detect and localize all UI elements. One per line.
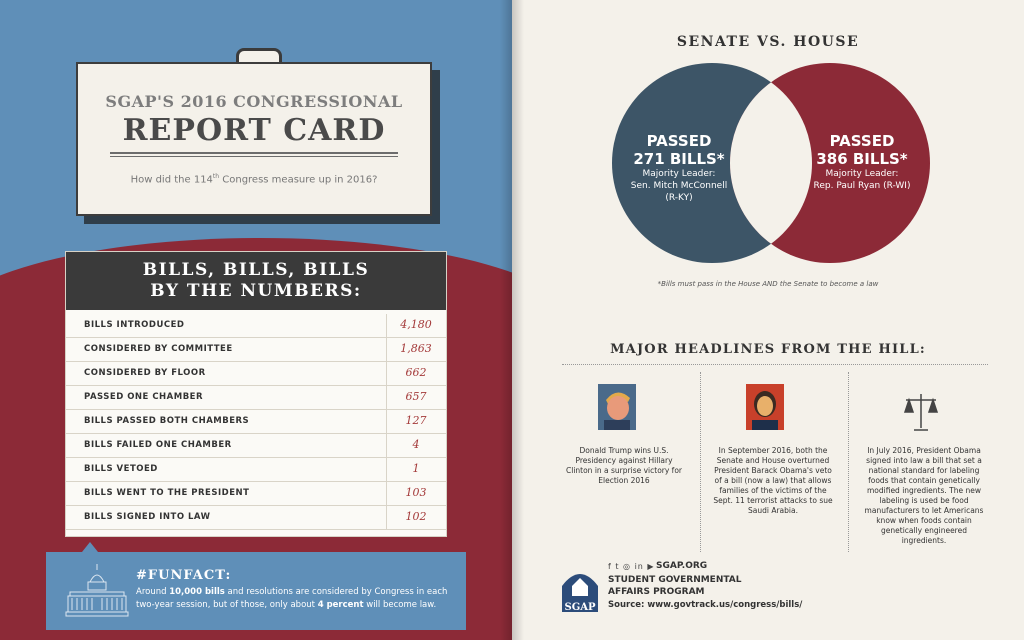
row-value: 102 (405, 510, 427, 523)
row-label: CONSIDERED BY FLOOR (84, 368, 206, 378)
funfact-notch (82, 542, 98, 552)
funfact-text (136, 586, 456, 612)
bills-table-header (66, 252, 446, 310)
title-line1: SGAP'S 2016 CONGRESSIONAL (105, 92, 403, 111)
row-label: BILLS WENT TO THE PRESIDENT (84, 488, 250, 498)
table-title-line1: BILLS, BILLS, BILLS (142, 260, 370, 280)
headlines-divider (562, 364, 988, 365)
funfact-pre: Around (136, 587, 170, 597)
row-value: 662 (405, 366, 427, 379)
table-row (66, 314, 446, 338)
capitol-icon (64, 560, 130, 620)
house-sub2: Rep. Paul Ryan (R-WI) (813, 181, 911, 191)
row-value: 657 (405, 390, 427, 403)
footer-org-name (608, 574, 742, 598)
title-sign (76, 62, 432, 216)
page-spine (500, 0, 524, 640)
row-label: BILLS VETOED (84, 464, 158, 474)
headline-text: In September 2016, both the Senate and House overturned President Barack Obama's veto of a bill (now a law) that allows families of the victims of the Sept. 11 terrorist attacks to sue Saudi Arabia. (713, 446, 833, 515)
headline-separator (700, 372, 701, 552)
funfact-post: will become law. (363, 600, 437, 610)
senate-head2: 271 BILLS* (633, 150, 725, 168)
table-row (66, 434, 446, 458)
subtitle-pre: How did the 114 (130, 174, 213, 186)
bills-table (66, 252, 446, 536)
subtitle-sup: th (212, 173, 220, 180)
headline-text: In July 2016, President Obama signed into law a bill that set a national standard for labeling foods that contain genetically modified ingredients. The new labeling is used be food manufacturers to let Americans know when foods contain genetically engineered ingredients. (864, 446, 984, 545)
funfact-title: #FUNFACT: (136, 568, 232, 583)
headlines-title: MAJOR HEADLINES FROM THE HILL: (610, 342, 926, 357)
row-value: 1,863 (400, 342, 432, 355)
table-row (66, 482, 446, 506)
senate-sub1: Majority Leader: (642, 169, 716, 179)
table-title-line2: BY THE NUMBERS: (150, 281, 362, 301)
title-rule (110, 152, 398, 157)
row-value: 127 (405, 414, 427, 427)
table-row (66, 506, 446, 530)
row-label: BILLS SIGNED INTO LAW (84, 512, 211, 522)
page-title: REPORT CARD (122, 113, 386, 148)
table-row (66, 458, 446, 482)
table-row (66, 362, 446, 386)
row-label: PASSED ONE CHAMBER (84, 392, 204, 402)
funfact-bold2: 4 percent (317, 600, 364, 610)
table-row (66, 410, 446, 434)
row-value: 1 (412, 462, 420, 475)
headline-separator (848, 372, 849, 552)
house-sub1: Majority Leader: (825, 169, 899, 179)
obama-portrait-icon (746, 384, 784, 430)
sgap-logo (560, 566, 600, 614)
row-value: 103 (405, 486, 427, 499)
house-text (796, 132, 928, 192)
row-label: BILLS PASSED BOTH CHAMBERS (84, 416, 250, 426)
row-label: BILLS FAILED ONE CHAMBER (84, 440, 232, 450)
senate-head1: PASSED (646, 132, 712, 150)
row-label: BILLS INTRODUCED (84, 320, 185, 330)
venn-footnote: *Bills must pass in the House AND the Senate to become a law (657, 280, 879, 288)
trump-portrait-icon (598, 384, 636, 430)
scales-icon (902, 390, 940, 436)
table-row (66, 386, 446, 410)
title-subtitle (78, 173, 430, 185)
table-row (66, 338, 446, 362)
house-head2: 386 BILLS* (816, 150, 908, 168)
footer-site-link[interactable]: SGAP.ORG (656, 561, 708, 571)
social-icons[interactable]: f t ◎ in ▶ (608, 562, 655, 571)
row-label: CONSIDERED BY COMMITTEE (84, 344, 233, 354)
senate-sub2: Sen. Mitch McConnell (630, 181, 728, 191)
row-value: 4 (412, 438, 420, 451)
venn-title: SENATE VS. HOUSE (676, 34, 860, 50)
senate-sub3: (R-KY) (665, 193, 693, 203)
footer-source[interactable]: Source: www.govtrack.us/congress/bills/ (608, 600, 803, 610)
funfact-bold1: 10,000 bills (169, 587, 225, 597)
senate-text (614, 132, 744, 204)
funfact-mid: and resolutions are considered by Congress in each two-year session, but of those, only about (136, 587, 448, 610)
footer-name1: STUDENT GOVERNMENTAL (608, 575, 742, 585)
row-value: 4,180 (400, 318, 432, 331)
house-head1: PASSED (829, 132, 895, 150)
headline-text: Donald Trump wins U.S. Presidency against Hillary Clinton in a surprise victory for Election 2016 (566, 446, 682, 485)
logo-text: SGAP (564, 602, 596, 613)
footer-name2: AFFAIRS PROGRAM (608, 587, 705, 597)
subtitle-post: Congress measure up in 2016? (219, 174, 378, 186)
